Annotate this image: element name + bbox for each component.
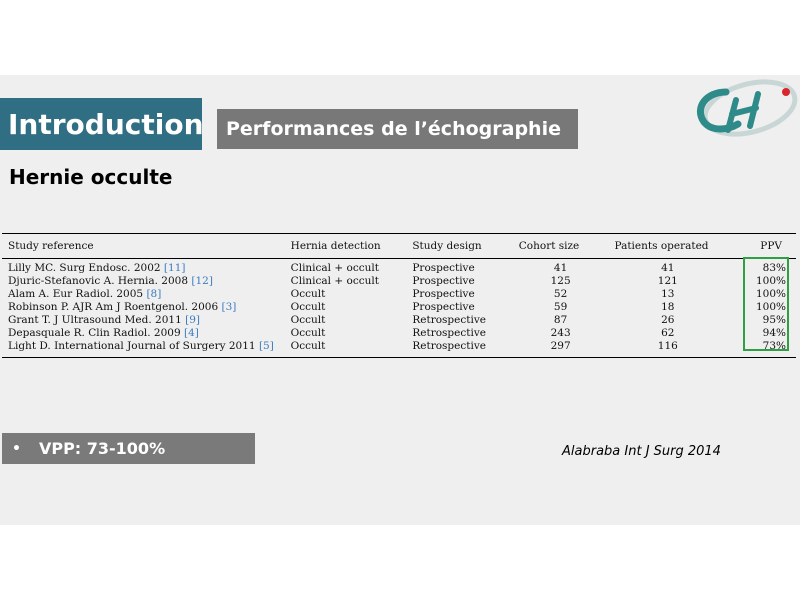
cell-text: Occult [290, 340, 326, 352]
cell-text: 100% [755, 275, 786, 287]
cell-operated [608, 288, 727, 301]
cell-text: 62 [661, 327, 675, 339]
column-header: Study reference [8, 240, 94, 252]
logo-h-icon [728, 94, 758, 130]
table-row [2, 275, 796, 288]
cell-text: Occult [290, 288, 326, 300]
cell-detection [285, 275, 407, 288]
cell-text: Clinical + occult [290, 262, 379, 274]
reference-link[interactable]: [3] [221, 301, 237, 313]
table-row [2, 327, 796, 340]
citation: Alabraba Int J Surg 2014 [562, 444, 721, 459]
reference-link[interactable]: [8] [146, 288, 162, 300]
cell-text: 116 [657, 340, 678, 352]
cell-design [406, 275, 512, 288]
cell-text: 13 [661, 288, 675, 300]
cell-text: 83% [762, 262, 786, 274]
study-table [2, 233, 796, 358]
cell-text: Prospective [412, 262, 475, 274]
cell-text: Alam A. Eur Radiol. 2005 [8, 288, 144, 300]
cell-design [406, 314, 512, 327]
cell-design [406, 340, 512, 358]
cell-cohort [513, 288, 609, 301]
cell-text: 41 [553, 262, 568, 274]
cell-detection [285, 327, 407, 340]
cell-text: 100% [755, 288, 786, 300]
bullet-text: VPP: 73-100% [38, 439, 166, 458]
reference-link[interactable]: [5] [258, 340, 274, 352]
cell-text: Retrospective [412, 340, 486, 352]
cell-operated [608, 314, 727, 327]
cell-design [406, 288, 512, 301]
table-row [2, 314, 796, 327]
cell-operated [608, 340, 727, 358]
topic-title: Performances de l’échographie [217, 109, 578, 149]
cell-text: 243 [550, 327, 571, 339]
cell-text: 121 [657, 275, 678, 287]
column-header: Cohort size [518, 240, 580, 252]
bullet-marker: • [12, 440, 21, 457]
cell-design [406, 259, 512, 276]
logo-dot-icon [782, 88, 790, 96]
cell-operated [608, 259, 727, 276]
reference-link[interactable]: [12] [191, 275, 213, 287]
column-header: Study design [412, 240, 482, 252]
cell-reference [2, 259, 285, 276]
cell-text: 87 [553, 314, 568, 326]
cell-reference [2, 301, 285, 314]
table-row [2, 288, 796, 301]
cell-text: Occult [290, 314, 326, 326]
cell-cohort [513, 301, 609, 314]
cell-reference [2, 327, 285, 340]
reference-link[interactable]: [4] [184, 327, 199, 339]
cell-text: Light D. International Journal of Surgery 2011 [8, 340, 256, 352]
cell-reference [2, 288, 285, 301]
cell-detection [285, 314, 407, 327]
cell-detection [285, 259, 407, 276]
ch-logo [688, 78, 798, 140]
column-header: Patients operated [614, 240, 709, 252]
table-row [2, 340, 796, 358]
cell-cohort [513, 314, 609, 327]
cell-text: 52 [553, 288, 568, 300]
bullet-box [2, 433, 255, 464]
section-title: Introduction [0, 98, 202, 150]
cell-text: 73% [762, 340, 786, 352]
cell-text: 95% [762, 314, 786, 326]
cell-ppv [727, 288, 796, 301]
cell-text: Robinson P. AJR Am J Roentgenol. 2006 [8, 301, 219, 313]
cell-ppv [727, 340, 796, 358]
cell-cohort [513, 327, 609, 340]
cell-cohort [513, 259, 609, 276]
cell-text: 41 [661, 262, 675, 274]
cell-text: Occult [290, 301, 326, 313]
cell-text: Retrospective [412, 327, 486, 339]
cell-text: Grant T. J Ultrasound Med. 2011 [8, 314, 182, 326]
column-header: Hernia detection [290, 240, 381, 252]
cell-text: Occult [290, 327, 326, 339]
cell-text: 26 [661, 314, 675, 326]
cell-ppv [727, 259, 796, 276]
cell-text: Prospective [412, 275, 475, 287]
cell-ppv [727, 327, 796, 340]
table-row [2, 259, 796, 276]
cell-text: Clinical + occult [290, 275, 379, 287]
cell-ppv [727, 314, 796, 327]
table-header-row [2, 234, 796, 259]
cell-operated [608, 301, 727, 314]
page-subtitle: Hernie occulte [9, 165, 173, 189]
cell-cohort [513, 275, 609, 288]
study-table-container [2, 233, 796, 358]
cell-operated [608, 327, 727, 340]
cell-design [406, 301, 512, 314]
cell-text: 125 [550, 275, 571, 287]
cell-text: Retrospective [412, 314, 486, 326]
reference-link[interactable]: [11] [163, 262, 186, 274]
cell-cohort [513, 340, 609, 358]
cell-detection [285, 340, 407, 358]
cell-design [406, 327, 512, 340]
cell-text: Prospective [412, 288, 475, 300]
table-row [2, 301, 796, 314]
cell-text: 94% [762, 327, 786, 339]
cell-text: Lilly MC. Surg Endosc. 2002 [8, 262, 161, 274]
cell-operated [608, 275, 727, 288]
cell-text: 59 [553, 301, 568, 313]
cell-reference [2, 275, 285, 288]
cell-detection [285, 288, 407, 301]
reference-link[interactable]: [9] [185, 314, 200, 326]
cell-text: Djuric-Stefanovic A. Hernia. 2008 [8, 275, 189, 287]
cell-text: Depasquale R. Clin Radiol. 2009 [8, 327, 181, 339]
cell-ppv [727, 301, 796, 314]
cell-reference [2, 314, 285, 327]
column-header: PPV [760, 240, 782, 252]
cell-text: 100% [755, 301, 786, 313]
cell-text: 18 [661, 301, 675, 313]
cell-reference [2, 340, 285, 358]
cell-detection [285, 301, 407, 314]
cell-text: 297 [550, 340, 571, 352]
cell-ppv [727, 275, 796, 288]
cell-text: Prospective [412, 301, 475, 313]
